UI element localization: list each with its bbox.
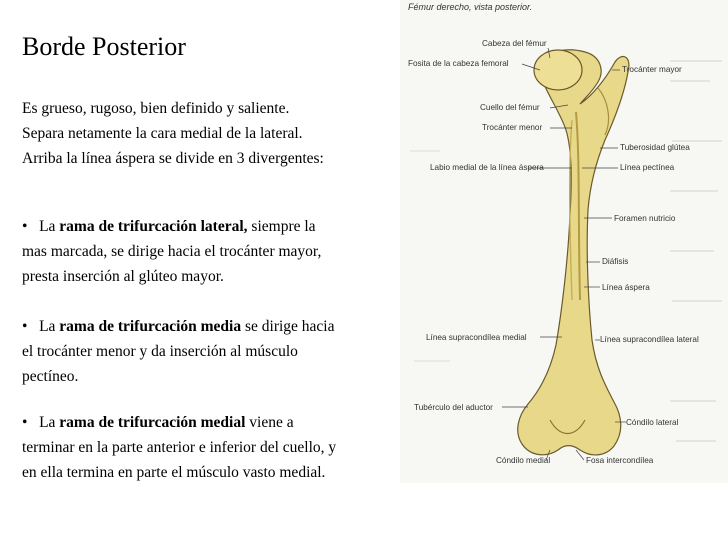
- intro-line: Arriba la línea áspera se divide en 3 divergentes:: [22, 150, 324, 167]
- intro-line: Es grueso, rugoso, bien definido y saliente.: [22, 100, 290, 117]
- label-condilo-lateral: Cóndilo lateral: [626, 418, 679, 427]
- bullet-rest: se dirige hacia: [241, 318, 335, 335]
- label-labio-medial: Labio medial de la línea áspera: [430, 163, 544, 172]
- bullet-line: mas marcada, se dirige hacia el trocánter mayor,: [22, 243, 322, 260]
- bullet-symbol: •: [22, 218, 28, 235]
- bullet-lead: La: [39, 318, 60, 335]
- bullet-line: el trocánter menor y da inserción al músculo: [22, 343, 298, 360]
- bullet-symbol: •: [22, 414, 28, 431]
- bullet-rest: viene a: [245, 414, 294, 431]
- label-linea-aspera: Línea áspera: [602, 283, 650, 292]
- bullet-lateral: [22, 214, 407, 289]
- label-tuberculo: Tubérculo del aductor: [414, 403, 493, 412]
- label-supra-medial: Línea supracondílea medial: [426, 333, 527, 342]
- bullet-bold: rama de trifurcación media: [59, 318, 242, 335]
- label-trocanter-mayor: Trocánter mayor: [622, 65, 682, 74]
- label-supra-lateral: Línea supracondílea lateral: [600, 335, 699, 344]
- bullet-media: [22, 314, 407, 389]
- label-fosa: Fosa intercondílea: [586, 456, 654, 465]
- label-foramen: Foramen nutricio: [614, 214, 676, 223]
- label-cabeza: Cabeza del fémur: [482, 39, 547, 48]
- intro-text: [22, 96, 324, 171]
- label-trocanter-menor: Trocánter menor: [482, 123, 543, 132]
- label-fosita: Fosita de la cabeza femoral: [408, 59, 509, 68]
- label-linea-pectinea: Línea pectínea: [620, 163, 675, 172]
- intro-line: Separa netamente la cara medial de la lateral.: [22, 125, 303, 142]
- bullet-line: terminar en la parte anterior e inferior del cuello, y: [22, 439, 337, 456]
- figure-caption: Fémur derecho, vista posterior.: [408, 2, 533, 12]
- label-cuello: Cuello del fémur: [480, 103, 540, 112]
- bullet-lead: La: [39, 218, 60, 235]
- bullet-line: en ella termina en parte el músculo vasto medial.: [22, 464, 326, 481]
- bullet-lead: La: [39, 414, 60, 431]
- bullet-line: presta inserción al glúteo mayor.: [22, 268, 224, 285]
- bullet-bold: rama de trifurcación lateral,: [59, 218, 248, 235]
- slide-title: Borde Posterior: [22, 32, 186, 61]
- bullet-rest: siempre la: [247, 218, 316, 235]
- bullet-line: pectíneo.: [22, 368, 79, 385]
- label-diafisis: Diáfisis: [602, 257, 629, 266]
- bullet-bold: rama de trifurcación medial: [59, 414, 246, 431]
- bullet-symbol: •: [22, 318, 28, 335]
- femur-figure: [400, 0, 728, 483]
- label-tuberosidad: Tuberosidad glútea: [620, 143, 690, 152]
- label-condilo-medial: Cóndilo medial: [496, 456, 551, 465]
- bullet-medial: [22, 410, 407, 485]
